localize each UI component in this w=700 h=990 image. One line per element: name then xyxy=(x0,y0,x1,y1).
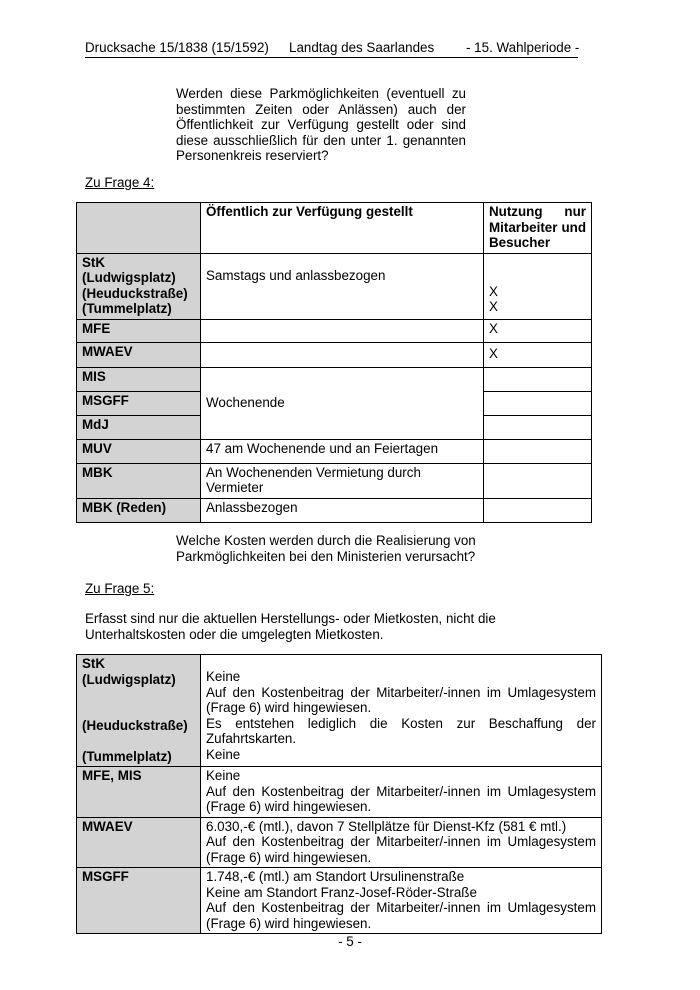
stk-heuduckstrasse: (Heuduckstraße) xyxy=(82,285,188,301)
mwaev-staff-cell: X xyxy=(484,342,592,367)
row-label-mdj: MdJ xyxy=(77,415,201,439)
mis-staff-cell xyxy=(484,367,592,391)
row-label-mbk-reden: MBK (Reden) xyxy=(77,498,201,522)
muv-public-cell: 47 am Wochenende und an Feiertagen xyxy=(201,439,484,463)
table-header-staff: Nutzung nur Mitarbeiter und Besucher xyxy=(484,203,592,254)
row-label-mfe-mis: MFE, MIS xyxy=(77,767,201,818)
muv-staff-cell xyxy=(484,439,592,463)
table-row xyxy=(77,319,592,342)
stk-staff-cell xyxy=(484,253,592,319)
row-label-mwaev: MWAEV xyxy=(77,342,201,367)
mbk-public-cell: An Wochenenden Vermietung durch Vermieter xyxy=(201,463,484,498)
table-header-empty xyxy=(77,203,201,254)
stk-mark-2: X xyxy=(489,299,498,314)
question-4-text: Werden diese Parkmöglichkeiten (eventuell zu bestimmten Zeiten oder Anlässen) auch der Öffentlichkeit zur Verfügung gestellt oder sind diese ausschließlich für den unter 1. genannten Personenkreis reserviert? xyxy=(176,86,466,163)
table-frage-5 xyxy=(76,654,602,934)
stk-mark-1: X xyxy=(489,283,498,299)
row-label-mfe: MFE xyxy=(77,319,201,342)
msgff-staff-cell xyxy=(484,391,592,415)
row-label-mis: MIS xyxy=(77,367,201,391)
wahlperiode: - 15. Wahlperiode - xyxy=(466,40,580,55)
stk-heuduckstrasse: (Heuduckstraße) xyxy=(82,718,188,733)
row-label-stk xyxy=(77,253,201,319)
row-label-msgff: MSGFF xyxy=(77,868,201,934)
mfe-staff-cell: X xyxy=(484,319,592,342)
table-row xyxy=(77,655,602,767)
mbk-reden-staff-cell xyxy=(484,498,592,522)
table-frage-4 xyxy=(76,202,592,523)
table-row xyxy=(77,439,592,463)
mfe-mis-cost: Keine xyxy=(206,768,241,783)
stk-cost-tummelplatz: Keine xyxy=(206,746,241,762)
table-row xyxy=(77,767,602,818)
table-row xyxy=(77,868,602,934)
row-label-stk xyxy=(77,655,201,767)
table-row xyxy=(77,498,592,522)
stk-ludwigsplatz: (Ludwigsplatz) xyxy=(82,270,176,285)
stk-cost-note: Auf den Kostenbeitrag der Mitarbeiter/-innen im Umlagesystem (Frage 6) wird hingewiesen. xyxy=(206,684,596,715)
stk-ludwigsplatz: (Ludwigsplatz) xyxy=(82,671,176,687)
msgff-cost-roeder-strasse: Keine am Standort Franz-Josef-Röder-Straße xyxy=(206,884,477,900)
stk-label: StK xyxy=(82,656,106,671)
table-row xyxy=(77,367,592,391)
mdj-staff-cell xyxy=(484,415,592,439)
table-row xyxy=(77,253,592,319)
mbk-staff-cell xyxy=(484,463,592,498)
mfe-mis-note: Auf den Kostenbeitrag der Mitarbeiter/-innen im Umlagesystem (Frage 6) wird hingewiesen. xyxy=(206,783,596,814)
stk-label: StK xyxy=(82,254,106,270)
table-row xyxy=(77,463,592,498)
stk-tummelplatz: (Tummelplatz) xyxy=(82,748,172,764)
stk-cost-ludwigsplatz: Keine xyxy=(206,669,241,684)
page-header xyxy=(85,40,578,58)
mwaev-costs-cell xyxy=(201,817,602,868)
drucksache-number: Drucksache 15/1838 (15/1592) xyxy=(85,40,269,55)
answer-4-heading: Zu Frage 4: xyxy=(85,175,155,190)
landtag-name: Landtag des Saarlandes xyxy=(289,40,435,55)
mwaev-cost: 6.030,-€ (mtl.), davon 7 Stellplätze für Dienst-Kfz (581 € mtl.) xyxy=(206,818,567,834)
msgff-cost-ursulinenstrasse: 1.748,-€ (mtl.) am Standort Ursulinenstraße xyxy=(206,869,465,884)
stk-costs-cell xyxy=(201,655,602,767)
wochenende-cell: Wochenende xyxy=(201,367,484,439)
row-label-mbk: MBK xyxy=(77,463,201,498)
table-row xyxy=(77,203,592,254)
row-label-msgff: MSGFF xyxy=(77,391,201,415)
question-5-text: Welche Kosten werden durch die Realisierung von Parkmöglichkeiten bei den Ministerien verursacht? xyxy=(176,533,476,564)
mfe-public-cell xyxy=(201,319,484,342)
mbk-reden-public-cell: Anlassbezogen xyxy=(201,498,484,522)
mwaev-public-cell xyxy=(201,342,484,367)
table-row xyxy=(77,342,592,367)
stk-tummelplatz: (Tummelplatz) xyxy=(82,301,172,316)
answer-5-intro: Erfasst sind nur die aktuellen Herstellungs- oder Mietkosten, nicht die Unterhaltskosten oder die umgelegten Mietkosten. xyxy=(85,611,496,642)
answer-5-heading: Zu Frage 5: xyxy=(85,581,155,596)
table-row xyxy=(77,817,602,868)
row-label-muv: MUV xyxy=(77,439,201,463)
stk-public-cell: Samstags und anlassbezogen xyxy=(201,253,484,319)
stk-cost-heuduckstrasse: Es entstehen lediglich die Kosten zur Beschaffung der Zufahrtskarten. xyxy=(206,715,596,746)
row-label-mwaev: MWAEV xyxy=(77,817,201,868)
mfe-mis-costs-cell xyxy=(201,767,602,818)
msgff-note: Auf den Kostenbeitrag der Mitarbeiter/-innen im Umlagesystem (Frage 6) wird hingewiesen. xyxy=(206,900,596,931)
mwaev-note: Auf den Kostenbeitrag der Mitarbeiter/-innen im Umlagesystem (Frage 6) wird hingewiesen. xyxy=(206,834,596,865)
msgff-costs-cell xyxy=(201,868,602,934)
table-header-public: Öffentlich zur Verfügung gestellt xyxy=(201,203,484,254)
page-number: - 5 - xyxy=(338,934,362,949)
